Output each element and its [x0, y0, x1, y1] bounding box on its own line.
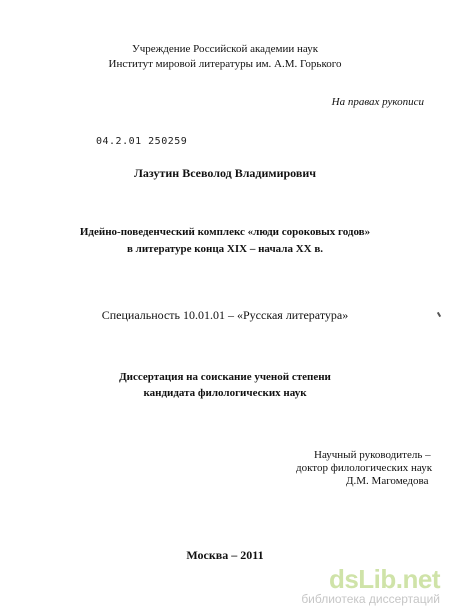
rights-note: На правах рукописи: [331, 96, 424, 108]
institution-line-2: Институт мировой литературы им. А.М. Горького: [108, 58, 342, 70]
handwritten-number: 04.2.01 250259: [96, 136, 188, 147]
dissertation-line-1: Диссертация на соискание ученой степени: [119, 371, 331, 383]
supervisor-line-1: Научный руководитель –: [314, 449, 431, 461]
author-name: Лазутин Всеволод Владимирович: [133, 166, 317, 180]
city-year: Москва – 2011: [186, 548, 264, 562]
specialty: Специальность 10.01.01 – «Русская литература»: [101, 308, 349, 322]
title-line-2: в литературе конца XIX – начала XX в.: [126, 243, 324, 255]
institution-line-1: Учреждение Российской академии наук: [131, 43, 319, 55]
supervisor-line-3: Д.М. Магомедова: [346, 475, 429, 487]
watermark-subtitle: библиотека диссертаций: [301, 592, 440, 606]
title-line-1: Идейно-поведенческий комплекс «люди сороковых годов»: [79, 226, 371, 238]
watermark: [301, 566, 440, 606]
dissertation-line-2: кандидата филологических наук: [143, 387, 307, 399]
supervisor-line-2: доктор филологических наук: [296, 462, 433, 474]
watermark-logo: dsLib.net: [328, 564, 440, 594]
